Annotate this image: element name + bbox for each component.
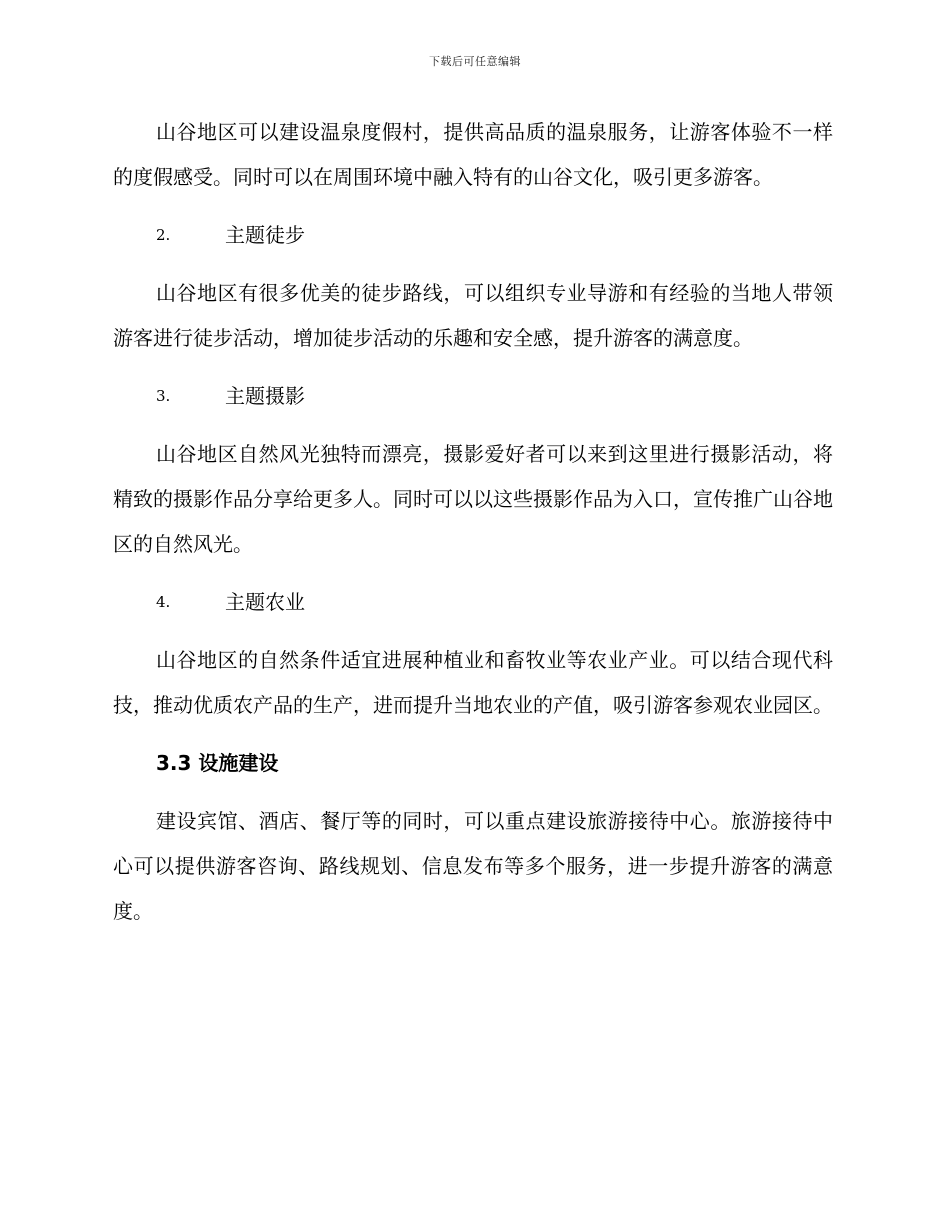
section-heading: 3.3 设施建设	[156, 751, 279, 775]
list-number: 2.	[156, 226, 171, 244]
paragraph-agriculture: 山谷地区的自然条件适宜进展种植业和畜牧业等农业产业。可以结合现代科技，推动优质农产品的生产，进而提升当地农业的产值，吸引游客参观农业园区。	[113, 648, 833, 717]
list-label: 主题摄影	[225, 384, 305, 408]
paragraph-hot-spring: 山谷地区可以建设温泉度假村，提供高品质的温泉服务，让游客体验不一样的度假感受。同时可以在周围环境中融入特有的山谷文化，吸引更多游客。	[113, 120, 833, 189]
list-number: 3.	[156, 387, 171, 405]
list-number: 4.	[156, 593, 171, 611]
paragraph-facilities: 建设宾馆、酒店、餐厅等的同时，可以重点建设旅游接待中心。旅游接待中心可以提供游客咨询、路线规划、信息发布等多个服务，进一步提升游客的满意度。	[113, 809, 833, 923]
list-item-photography	[113, 374, 833, 419]
list-label: 主题农业	[225, 590, 305, 614]
document-body	[113, 110, 833, 947]
page-header: 下载后可任意编辑	[429, 55, 521, 68]
list-item-agriculture	[113, 580, 833, 625]
paragraph-photography: 山谷地区自然风光独特而漂亮，摄影爱好者可以来到这里进行摄影活动，将精致的摄影作品分享给更多人。同时可以以这些摄影作品为入口，宣传推广山谷地区的自然风光。	[113, 442, 833, 556]
paragraph-hiking: 山谷地区有很多优美的徒步路线，可以组织专业导游和有经验的当地人带领游客进行徒步活动，增加徒步活动的乐趣和安全感，提升游客的满意度。	[113, 281, 833, 350]
list-item-hiking	[113, 213, 833, 258]
list-label: 主题徒步	[225, 223, 305, 247]
